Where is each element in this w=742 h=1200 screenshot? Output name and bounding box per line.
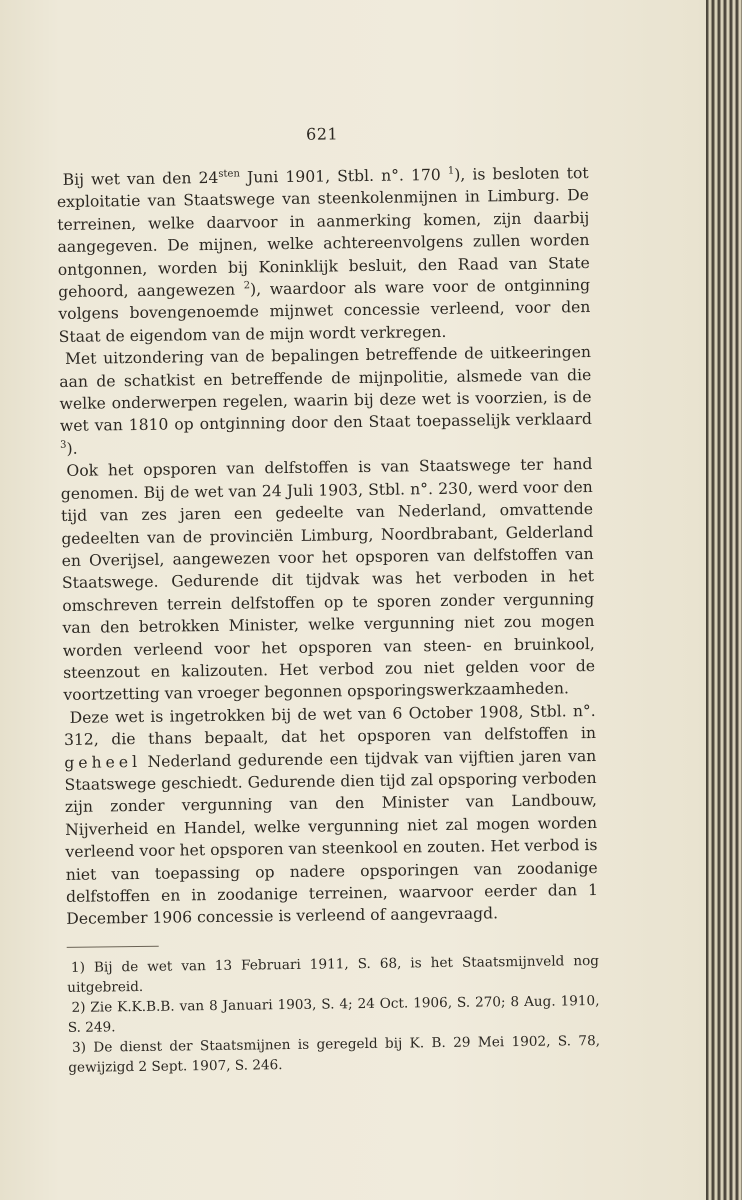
page-number: 621 [305,124,339,144]
footnote-ref-3: 3 [60,439,67,451]
footnote-ref-1: 1 [447,165,455,177]
footnote-divider [67,946,159,948]
paragraph-1: Bij wet van den $24^{sten}$ Juni 1901, Stbl. n°. 170 $^1$), is besloten tot exploitatie van Staatswege van steenkolenmijnen in Limburg. De terreinen, welke daarvoor in aanmerking komen, zijn daarbij aangegeven. De mijnen, welke achtereenvolgens zullen worden ontgonnen, worden bij Koninklijk besluit, den Raad van State gehoord, aangewezen $^2$), waardoor als ware voor de ontginning volgens bovengenoemde mijnwet concessie verleend, voor den Staat de eigendom van de mijn wordt verkregen. [56,164,591,346]
footnote-1: 1) Bij de wet van 13 Februari 1911, S. 68, is het Staatsmijnveld nog uitgebreid. [67,952,600,996]
emphasis-geheel: geheel [64,752,142,772]
footnote-2: 2) Zie K.K.B.B. van 8 Januari 1903, S. 4; 24 Oct. 1906, S. 270; 8 Aug. 1910, S. 249. [67,992,600,1036]
footnote-3: 3) De dienst der Staatsmijnen is geregeld bij K. B. 29 Mei 1902, S. 78, gewijzigd 2 Sept. 1907, S. 246. [68,1032,601,1076]
paragraph-3: Ook het opsporen van delfstoffen is van Staatswege ter hand genomen. Bij de wet van 24 Juli 1903, Stbl. n°. 230, werd voor den tijd van zes jaren een gedeelte van Nederland, omvattende gedeelten van de provinciën Limburg, Noordbrabant, Gelderland en Overijsel, aangewezen voor het opsporen van delfstoffen van Staatswege. Gedurende dit tijdvak was het verboden in het omschreven terrein delfstoffen op te sporen zonder vergunning van den betrokken Minister, welke vergunning niet zou mogen worden verleend voor het opsporen van steen- en bruinkool, steenzout en kalizouten. Het verbod zou niet gelden voor de voortzetting van vroeger begonnen opsporingswerkzaamheden. [60,455,596,705]
paragraph-2: Met uitzondering van de bepalingen betreffende de uitkeeringen aan de schatkist en betreffende de mijnpolitie, alsmede van die welke onderwerpen regelen, waarin bij deze wet is voorzien, is de wet van 1810 op ontginning door den Staat toepasselijk verklaard $^3$). [59,343,592,458]
footnote-ref-2: 2 [243,280,251,292]
page-content [56,121,600,1078]
page-edge-shadow [706,0,742,1200]
paragraph-4: Deze wet is ingetrokken bij de wet van 6 October 1908, Stbl. n°. 312, die thans bepaalt, dat het opsporen van delfstoffen in geheel Nederland gedurende een tijdvak van vijftien jaren van Staatswege geschiedt. Gedurende dien tijd zal opsporing verboden zijn zonder vergunning van den Minister van Landbouw, Nijverheid en Handel, welke vergunning niet zal mogen worden verleend voor het opsporen van steenkool en zouten. Het verbod is niet van toepassing op nadere opsporingen van zoodanige delfstoffen en in zoodanige terreinen, waarvoor eerder dan 1 December 1906 concessie is verleend of aangevraagd. [63,701,599,929]
